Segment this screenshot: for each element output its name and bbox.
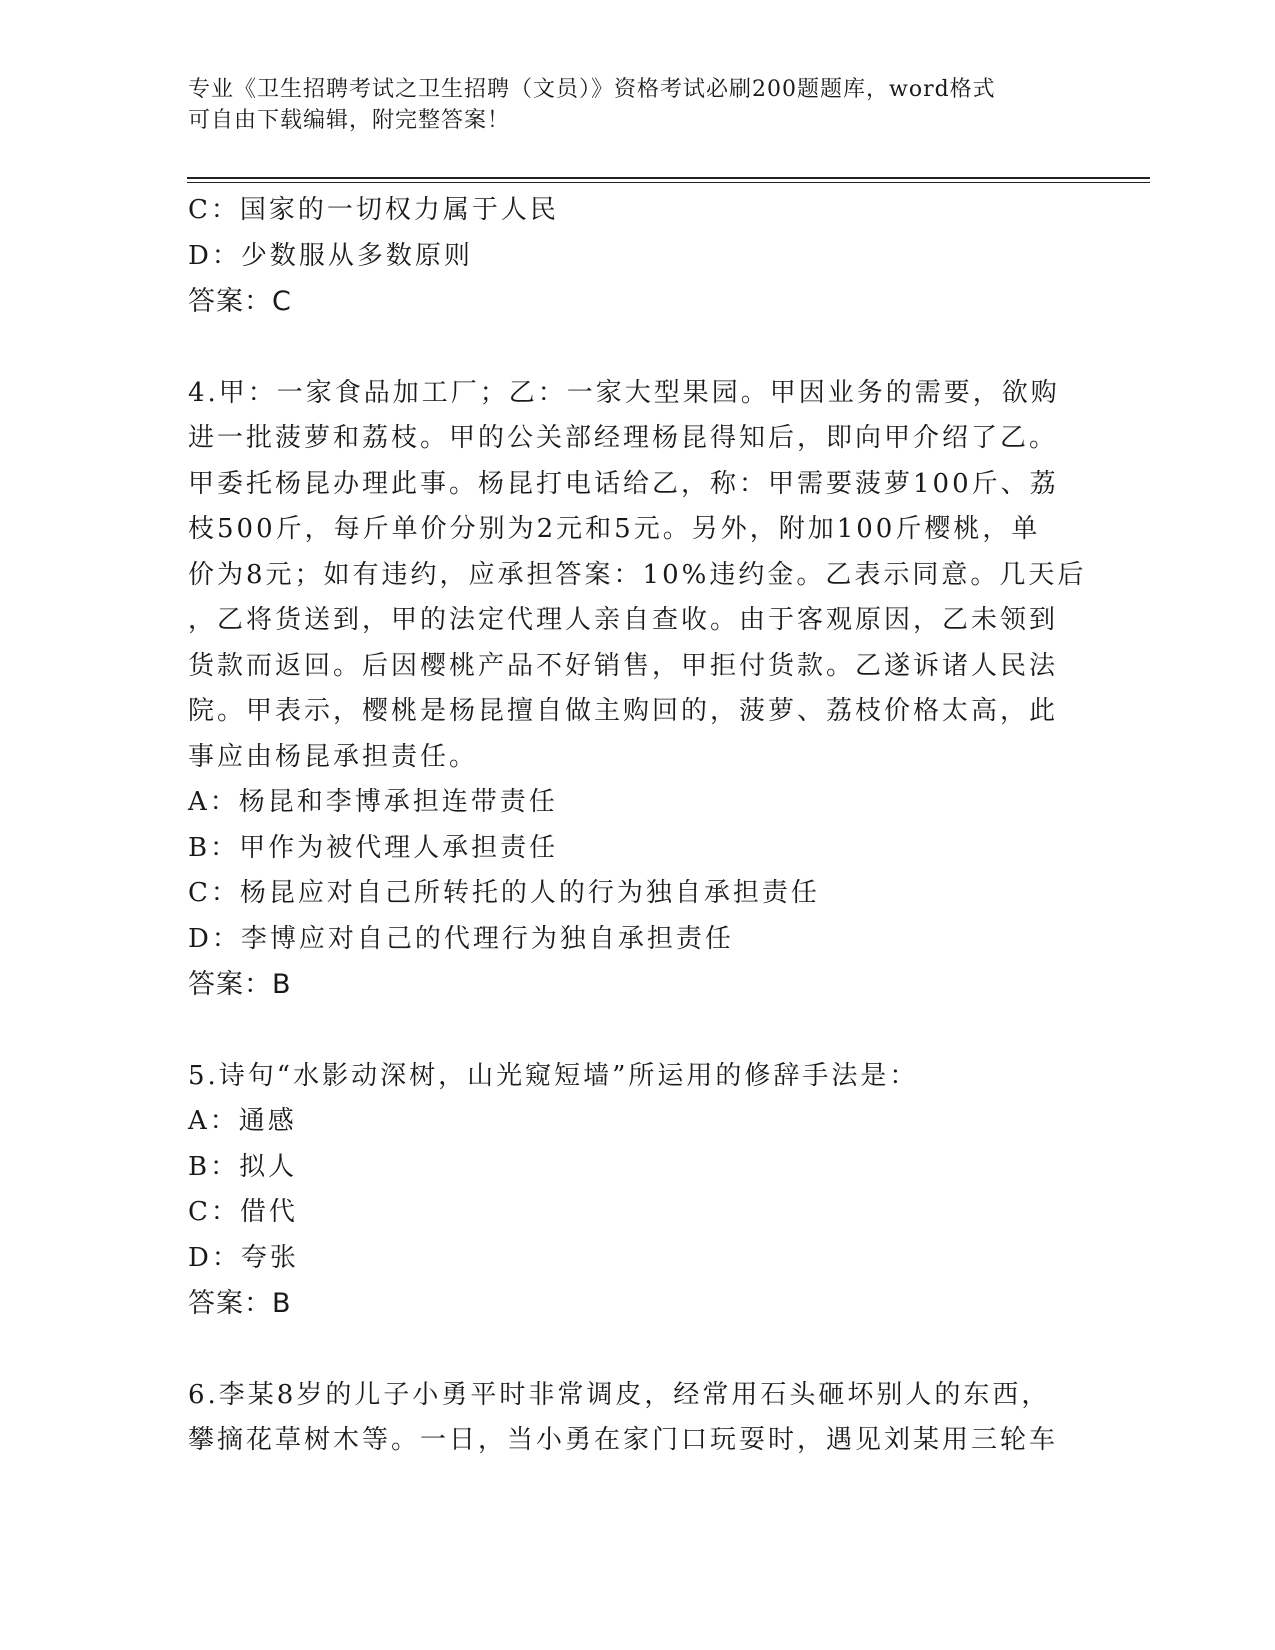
option-c: C：杨昆应对自己所转托的人的行为独自承担责任 xyxy=(188,878,820,908)
question-stem-line: 攀摘花草树木等。一日，当小勇在家门口玩耍时，遇见刘某用三轮车 xyxy=(188,1425,1059,1455)
header-line-1: 专业《卫生招聘考试之卫生招聘（文员）》资格考试必刷200题题库，word格式 xyxy=(188,77,996,102)
spacer xyxy=(188,1008,1088,1054)
header-divider-thin xyxy=(187,182,1150,183)
question-5 xyxy=(188,1054,1088,1327)
question-stem-line: 枝500斤，每斤单价分别为2元和5元。另外，附加100斤樱桃，单 xyxy=(188,514,1041,544)
answer: 答案：B xyxy=(188,1288,292,1319)
option-a: A：通感 xyxy=(188,1106,297,1136)
question-content xyxy=(188,188,1088,1464)
spacer xyxy=(188,1327,1088,1373)
question-stem-line: 院。甲表示，樱桃是杨昆擅自做主购回的，菠萝、荔枝价格太高，此 xyxy=(188,696,1059,726)
answer: 答案：B xyxy=(188,969,292,1000)
question-stem-line: ，乙将货送到，甲的法定代理人亲自查收。由于客观原因，乙未领到 xyxy=(188,605,1059,635)
option-b: B：甲作为被代理人承担责任 xyxy=(188,832,559,863)
question-stem-line: 进一批菠萝和荔枝。甲的公关部经理杨昆得知后，即向甲介绍了乙。 xyxy=(188,423,1059,453)
header-line-2: 可自由下载编辑，附完整答案！ xyxy=(188,108,511,133)
option-d: D：李博应对自己的代理行为独自承担责任 xyxy=(188,923,734,954)
question-6 xyxy=(188,1373,1088,1464)
question-4 xyxy=(188,371,1088,1008)
header-divider-thick xyxy=(187,177,1150,179)
answer: 答案：C xyxy=(188,286,292,317)
question-3 xyxy=(188,188,1088,325)
question-stem-line: 货款而返回。后因樱桃产品不好销售，甲拒付货款。乙遂诉诸人民法 xyxy=(188,650,1059,681)
option-d: D：少数服从多数原则 xyxy=(188,240,473,271)
question-stem-line: 价为8元；如有违约，应承担答案：10%违约金。乙表示同意。几天后 xyxy=(188,559,1087,590)
option-c: C：国家的一切权力属于人民 xyxy=(188,195,559,225)
question-stem-line: 甲委托杨昆办理此事。杨昆打电话给乙，称：甲需要菠萝100斤、荔 xyxy=(188,468,1059,499)
question-stem-line: 事应由杨昆承担责任。 xyxy=(188,741,479,772)
page-header xyxy=(188,74,1088,136)
question-stem-line: 4.甲：一家食品加工厂；乙：一家大型果园。甲因业务的需要，欲购 xyxy=(188,377,1060,408)
option-d: D：夸张 xyxy=(188,1242,299,1273)
option-c: C：借代 xyxy=(188,1197,298,1227)
question-stem-line: 5.诗句“水影动深树，山光窥短墙”所运用的修辞手法是： xyxy=(188,1060,919,1091)
question-stem-line: 6.李某8岁的儿子小勇平时非常调皮，经常用石头砸坏别人的东西， xyxy=(188,1379,1051,1410)
spacer xyxy=(188,325,1088,371)
option-b: B：拟人 xyxy=(188,1151,298,1182)
option-a: A：杨昆和李博承担连带责任 xyxy=(188,787,558,817)
